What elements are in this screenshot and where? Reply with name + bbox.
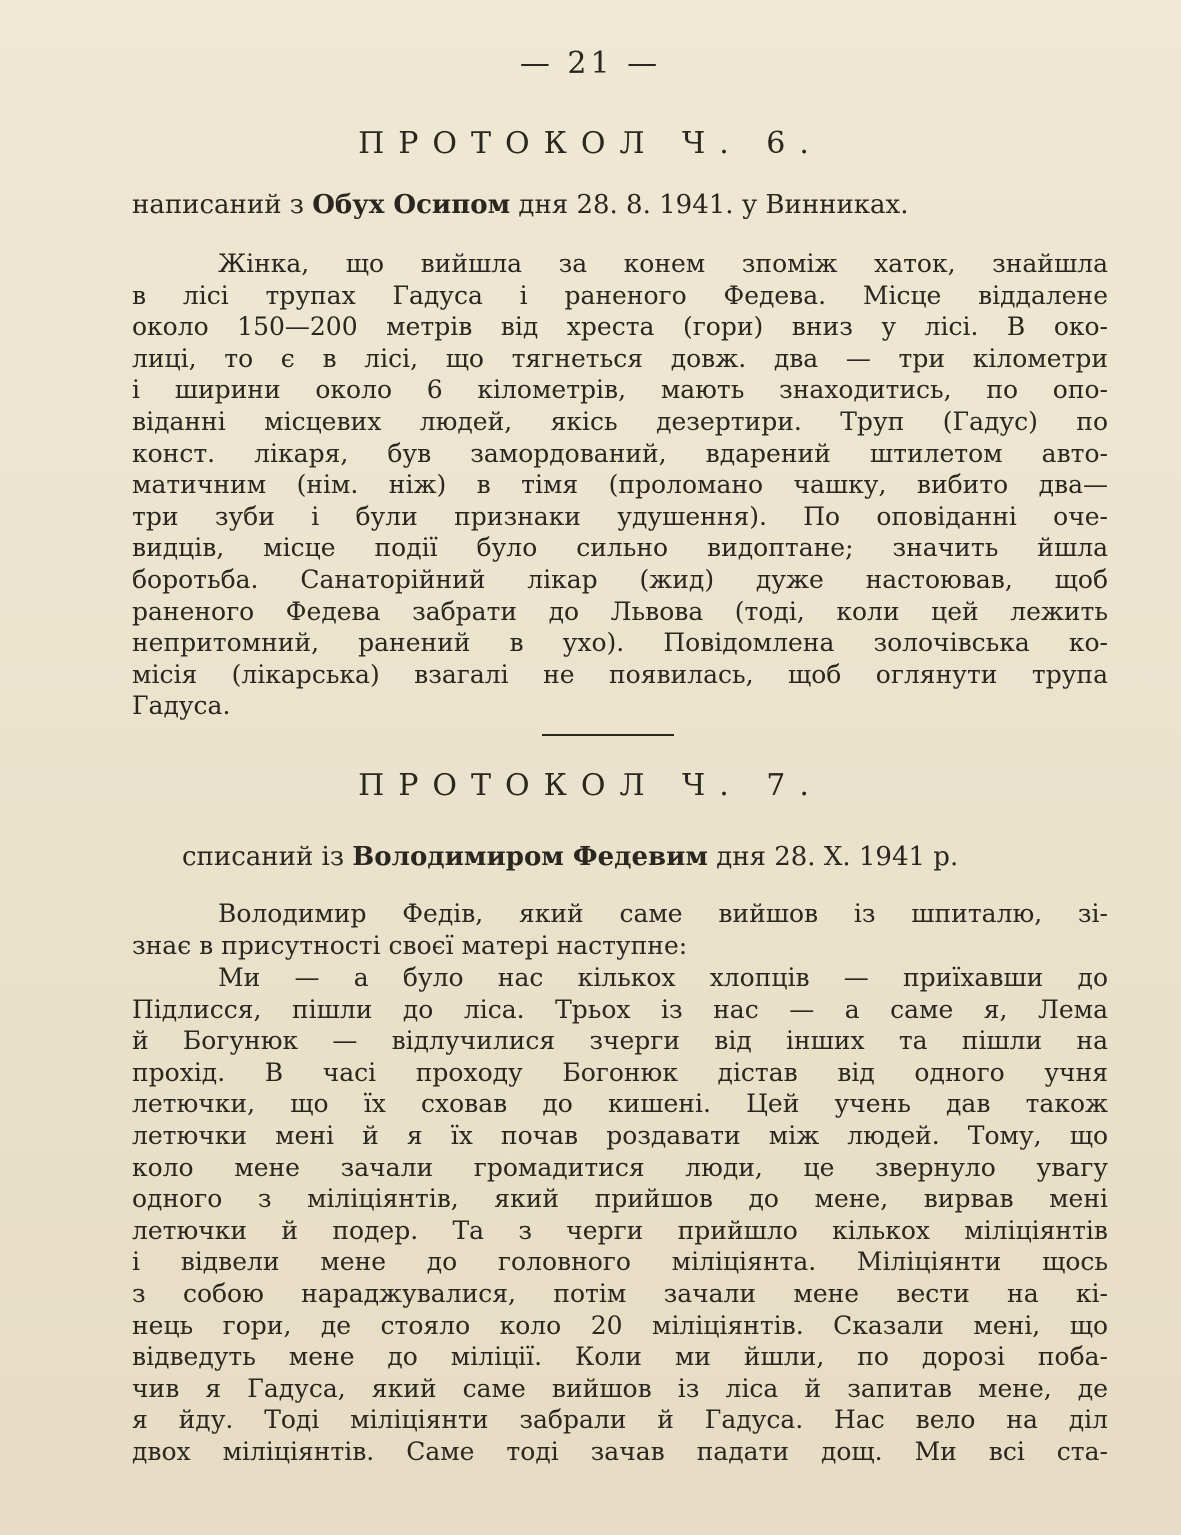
protocol-6-subheading xyxy=(132,190,1112,220)
page-number: — 21 — xyxy=(519,46,662,81)
body-line: три зуби і були признаки удушення). По оповіданні оче- xyxy=(132,501,1108,531)
section-divider xyxy=(542,734,674,736)
body-line: коло мене зачали громадитися люди, це звернуло увагу xyxy=(132,1152,1108,1182)
body-line: раненого Федева забрати до Львова (тоді, коли цей лежить xyxy=(132,596,1108,626)
protocol-6-witness-name: Обух Осипом xyxy=(312,190,511,220)
body-line: летючки, що їх сховав до кишені. Цей учень дав також xyxy=(132,1089,1108,1119)
body-line: непритомний, ранений в ухо). Повідомлена золочівська ко- xyxy=(132,628,1108,658)
body-line: знає в присутності своєї матері наступне: xyxy=(132,930,688,960)
protocol-6-subheading-prefix: написаний з xyxy=(132,190,313,220)
protocol-7-witness-name: Володимиром Федевим xyxy=(352,842,708,872)
body-line: видців, місце події було сильно видоптане; значить йшла xyxy=(132,533,1108,563)
body-line: віданні місцевих людей, якісь дезертири. Труп (Гадус) по xyxy=(132,406,1108,436)
body-line: в лісі трупах Гадуса і раненого Федева. Місце віддалене xyxy=(132,280,1108,310)
protocol-6-body xyxy=(132,248,1108,722)
body-line: відведуть мене до міліції. Коли ми йшли, по дорозі поба- xyxy=(132,1342,1108,1372)
body-line: Гадуса. xyxy=(132,691,231,721)
body-line: боротьба. Санаторійний лікар (жид) дуже настоював, щоб xyxy=(132,564,1108,594)
body-line: летючки мені й я їх почав роздавати між людей. Тому, що xyxy=(132,1120,1108,1150)
body-line: Ми — а було нас кількох хлопців — приїхавши до xyxy=(218,963,1108,992)
body-line: матичним (нім. ніж) в тімя (проломано чашку, вибито два— xyxy=(132,470,1108,500)
protocol-7-subheading xyxy=(182,842,1162,872)
protocol-7-subheading-suffix: дня 28. X. 1941 р. xyxy=(707,842,959,872)
body-line: Володимир Федів, який саме вийшов із шпиталю, зі- xyxy=(218,899,1108,928)
protocol-7-subheading-prefix: списаний із xyxy=(182,842,353,872)
body-line: двох міліціянтів. Саме тоді зачав падати дощ. Ми всі ста- xyxy=(132,1436,1108,1466)
protocol-7-intro xyxy=(132,898,1108,961)
body-line: одного з міліціянтів, який прийшов до мене, вирвав мені xyxy=(132,1184,1108,1214)
protocol-6-subheading-suffix: дня 28. 8. 1941. у Винниках. xyxy=(510,190,909,220)
body-line: летючки й подер. Та з черги прийшло кількох міліціянтів xyxy=(132,1215,1108,1245)
body-line: місія (лікарська) взагалі не появилась, щоб оглянути трупа xyxy=(132,659,1108,689)
body-line: й Богунюк — відлучилися зчерги від інших та пішли на xyxy=(132,1026,1108,1056)
protocol-6-heading: ПРОТОКОЛ Ч. 6. xyxy=(358,126,823,161)
body-line: чив я Гадуса, який саме вийшов із ліса й запитав мене, де xyxy=(132,1373,1108,1403)
body-line: з собою нараджувалися, потім зачали мене вести на кі- xyxy=(132,1278,1108,1308)
body-line: Жінка, що вийшла за конем зпоміж хаток, знайшла xyxy=(218,249,1108,278)
body-line: прохід. В часі проходу Богонюк дістав від одного учня xyxy=(132,1057,1108,1087)
body-line: лиці, то є в лісі, що тягнеться довж. два — три кілометри xyxy=(132,343,1108,373)
body-line: конст. лікаря, був замордований, вдарений штилетом авто- xyxy=(132,438,1108,468)
body-line: і ширини около 6 кілометрів, мають знаходитись, по опо- xyxy=(132,375,1108,405)
protocol-7-heading: ПРОТОКОЛ Ч. 7. xyxy=(358,768,823,803)
body-line: Підлисся, пішли до ліса. Трьох із нас — а саме я, Лема xyxy=(132,994,1108,1024)
body-line: я йду. Тоді міліціянти забрали й Гадуса. Нас вело на діл xyxy=(132,1405,1108,1435)
body-line: і відвели мене до головного міліціянта. Міліціянти щось xyxy=(132,1247,1108,1277)
protocol-7-body xyxy=(132,962,1108,1468)
body-line: около 150—200 метрів від хреста (гори) вниз у лісі. В око- xyxy=(132,312,1108,342)
body-line: нець гори, де стояло коло 20 міліціянтів. Сказали мені, що xyxy=(132,1310,1108,1340)
